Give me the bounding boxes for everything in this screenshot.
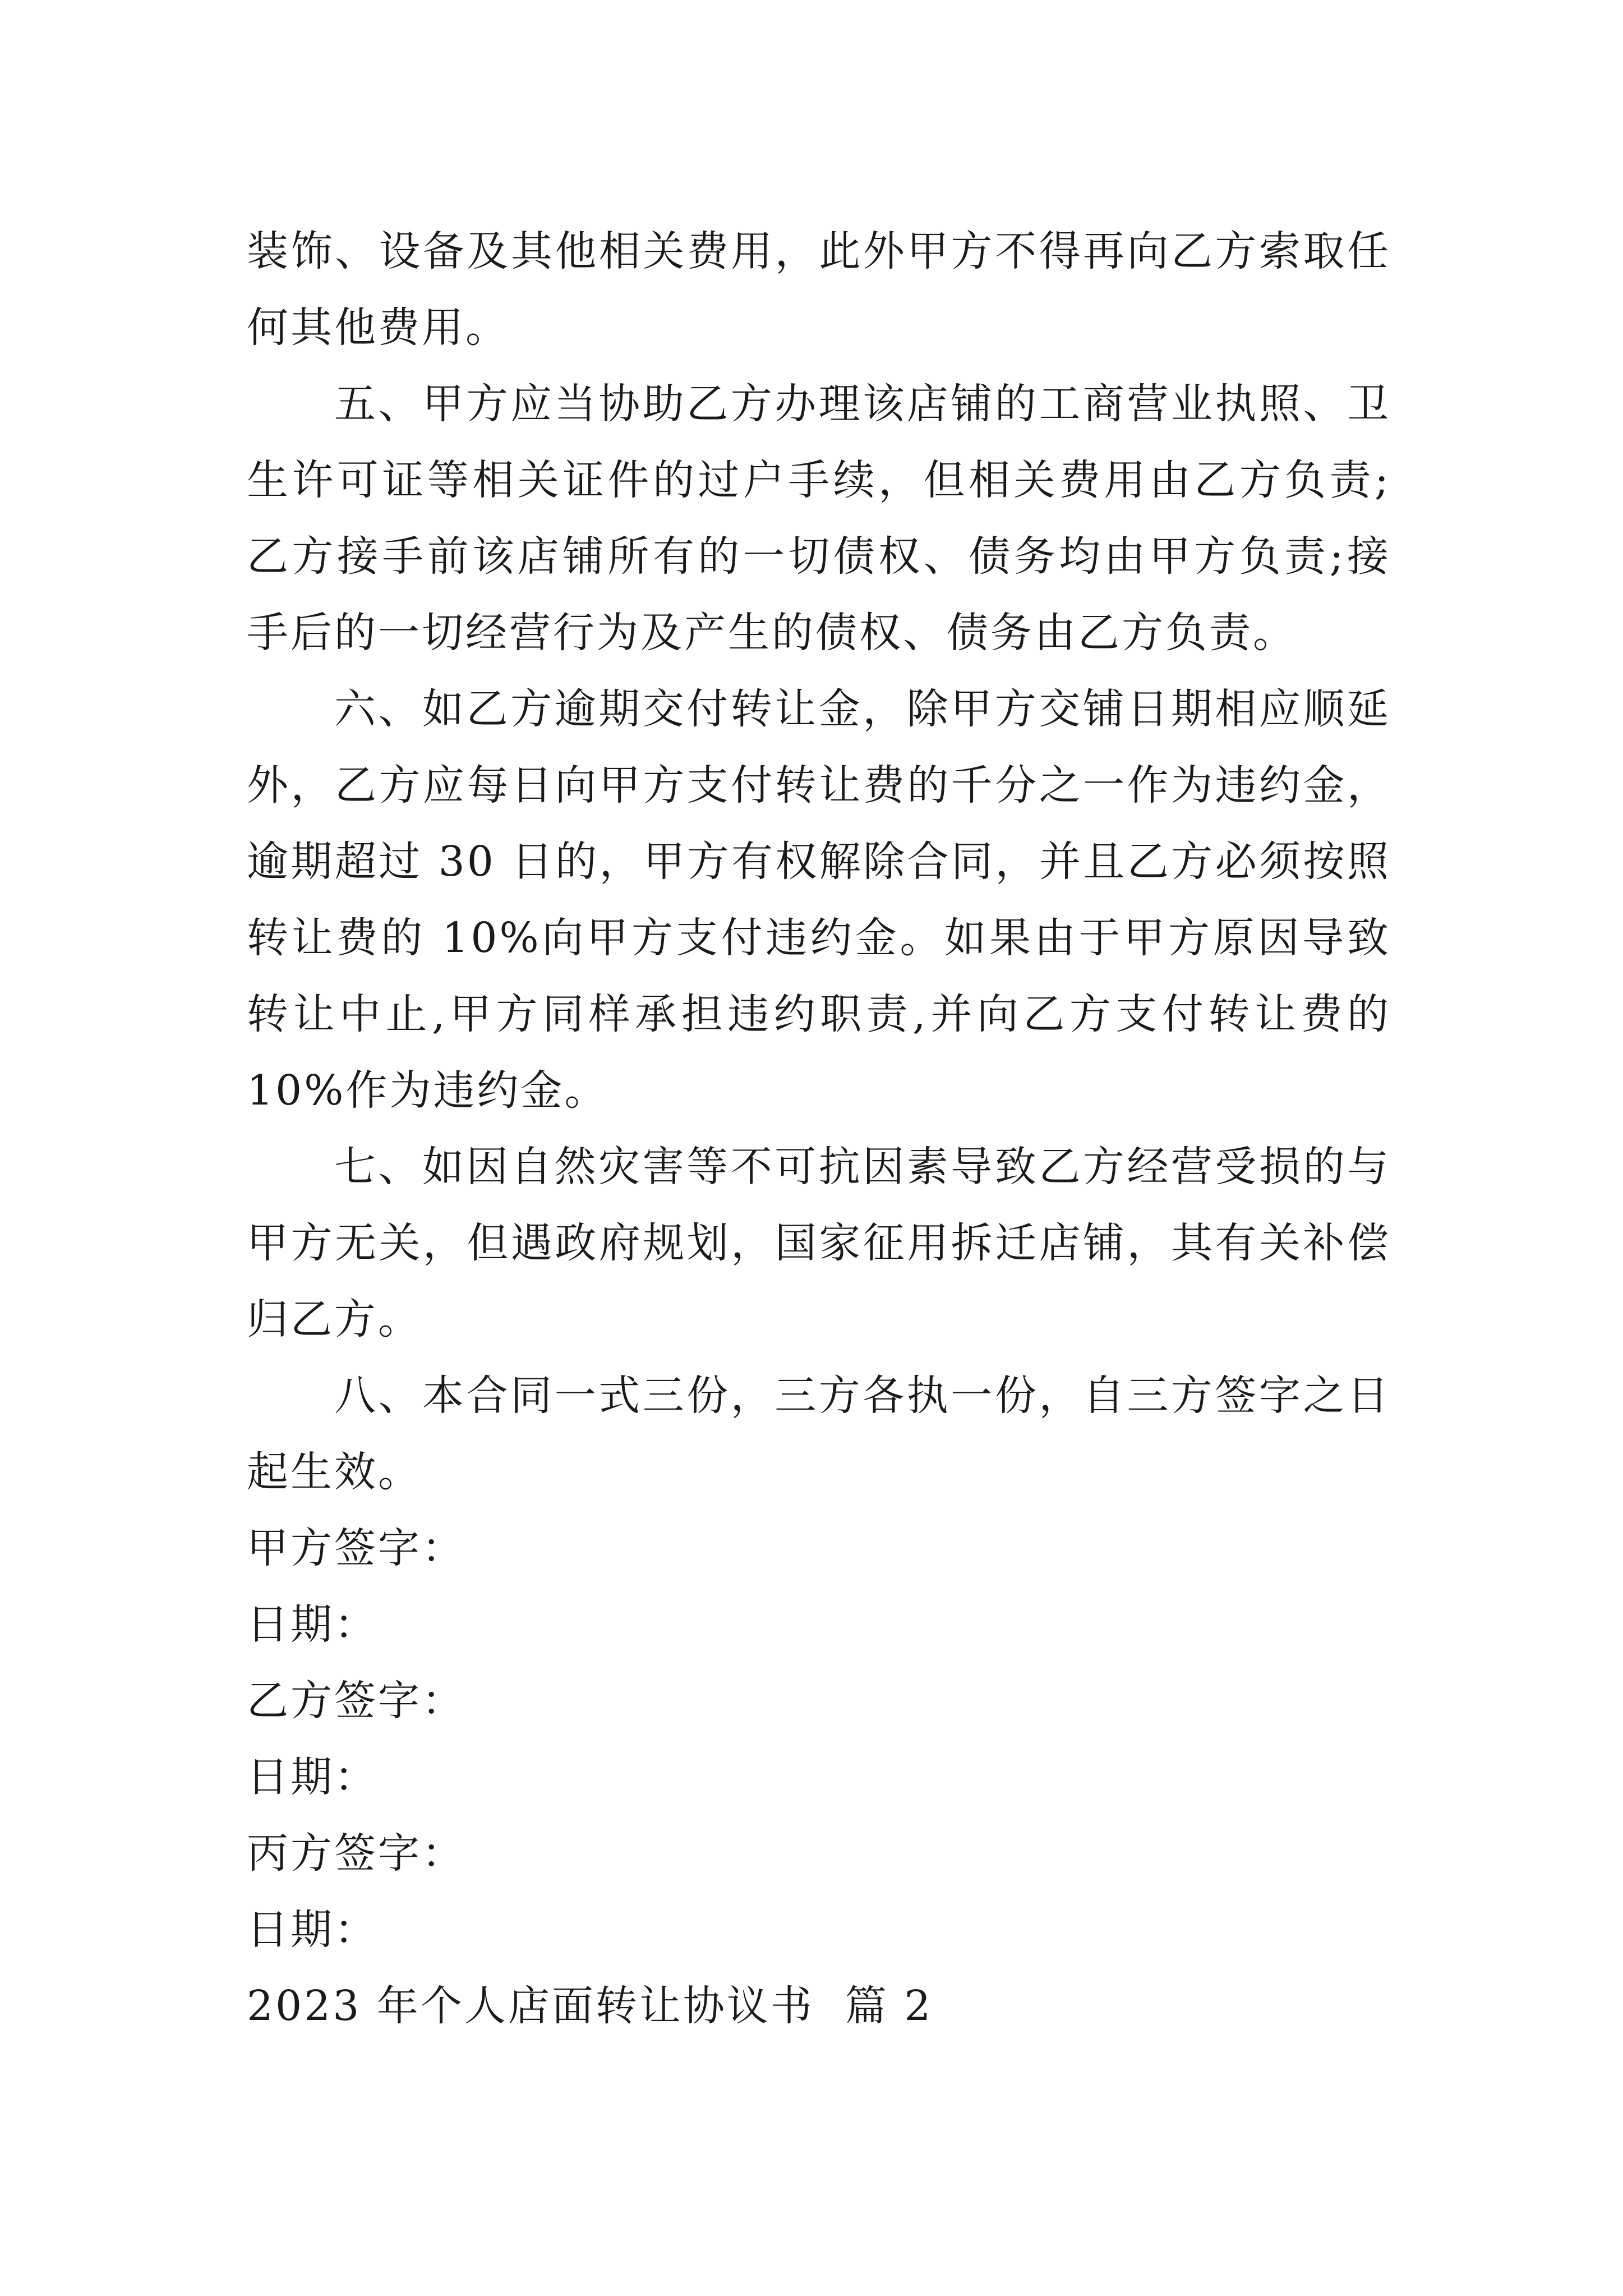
paragraph-clause-8: 八、本合同一式三份，三方各执一份，自三方签字之日起生效。 [247, 1372, 1391, 1496]
paragraph-clause-6: 六、如乙方逾期交付转让金，除甲方交铺日期相应顺延外，乙方应每日向甲方支付转让费的千分之一作为违约金，逾期超过 30 日的，甲方有权解除合同，并且乙方必须按照转让费的 10%向甲方支付违约金。如果由于甲方原因导致转让中止,甲方同样承担违约职责,并向乙方支付转让费的 10%作为违约金。 [247, 685, 1391, 1115]
party-c-signature-line: 丙方签字： [247, 1829, 465, 1878]
paragraph-continuation: 装饰、设备及其他相关费用，此外甲方不得再向乙方索取任何其他费用。 [247, 227, 1391, 352]
next-section-title: 2023 年个人店面转让协议书 篇 2 [247, 1982, 933, 2030]
party-b-date-line: 日期： [247, 1753, 378, 1801]
document-body [247, 213, 1391, 2044]
party-a-date-line: 日期： [247, 1600, 378, 1649]
party-a-signature-line: 甲方签字： [247, 1524, 465, 1572]
party-b-signature-line: 乙方签字： [247, 1677, 465, 1725]
paragraph-clause-7: 七、如因自然灾害等不可抗因素导致乙方经营受损的与甲方无关，但遇政府规划，国家征用拆迁店铺，其有关补偿归乙方。 [247, 1143, 1391, 1343]
paragraph-clause-5: 五、甲方应当协助乙方办理该店铺的工商营业执照、卫生许可证等相关证件的过户手续，但相关费用由乙方负责;乙方接手前该店铺所有的一切债权、债务均由甲方负责;接手后的一切经营行为及产生的债权、债务由乙方负责。 [247, 380, 1391, 657]
party-c-date-line: 日期： [247, 1906, 378, 1954]
